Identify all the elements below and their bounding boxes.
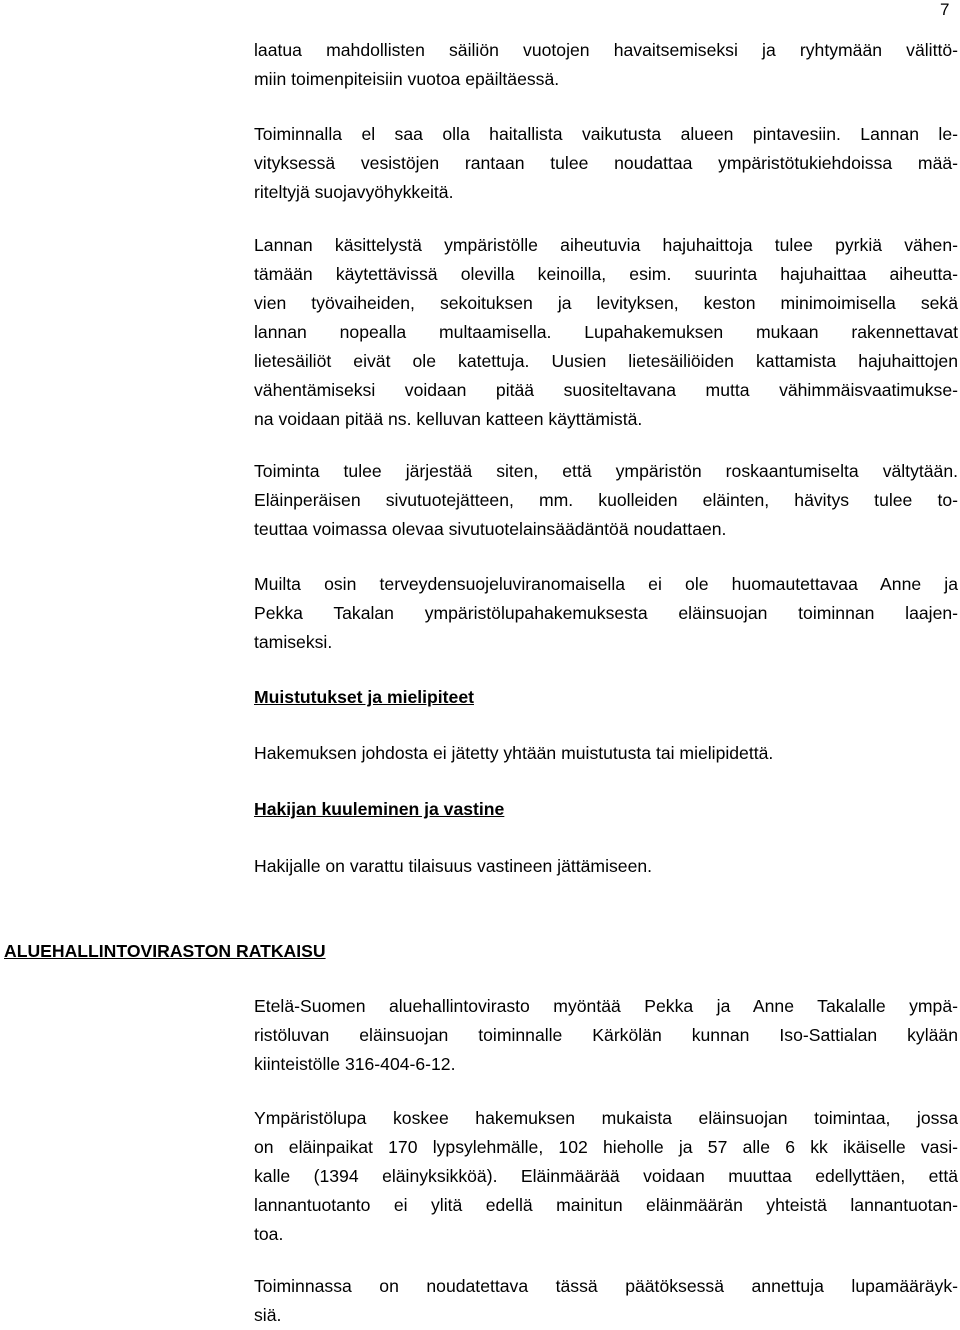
text-line: riteltyjä suojavyöhykkeitä. bbox=[254, 182, 454, 202]
text-line: tamiseksi. bbox=[254, 632, 333, 652]
text-line: Hakijalle on varattu tilaisuus vastineen jättämiseen. bbox=[254, 856, 653, 876]
text-line: Toiminnalla el saa olla haitallista vaikutusta alueen pintavesiin. Lannan le- bbox=[254, 124, 958, 144]
text-line: on eläinpaikat 170 lypsylehmälle, 102 hieholle ja 57 alle 6 kk ikäiselle vasi- bbox=[254, 1137, 958, 1157]
text-line: Etelä-Suomen aluehallintovirasto myöntää Pekka ja Anne Takalalle ympä- bbox=[254, 996, 958, 1016]
text-line: Toiminnassa on noudatettava tässä päätöksessä annettuja lupamääräyk- bbox=[254, 1276, 958, 1296]
text-line: laatua mahdollisten säiliön vuotojen havaitsemiseksi ja ryhtymään välittö- bbox=[254, 40, 958, 60]
text-line: toa. bbox=[254, 1224, 284, 1244]
paragraph-surface-waters bbox=[254, 120, 958, 207]
text-line: Hakemuksen johdosta ei jätetty yhtään muistutusta tai mielipidettä. bbox=[254, 743, 774, 763]
text-line: vien työvaiheiden, sekoituksen ja levityksen, keston minimoimisella sekä bbox=[254, 293, 958, 313]
page-number: 7 bbox=[940, 0, 950, 19]
text-line: Toiminta tulee järjestää siten, että ympäristön roskaantumiselta vältytään. bbox=[254, 461, 958, 481]
paragraph-health-authority bbox=[254, 570, 958, 657]
text-line: miin toimenpiteisiin vuotoa epäiltäessä. bbox=[254, 69, 560, 89]
text-line: Lannan käsittelystä ympäristölle aiheutuvia hajuhaittoja tulee pyrkiä vähen- bbox=[254, 235, 958, 255]
heading-kuuleminen: Hakijan kuuleminen ja vastine bbox=[254, 799, 505, 819]
text-line: ristöluvan eläinsuojan toiminnalle Kärkölän kunnan Iso-Sattialan kylään bbox=[254, 1025, 958, 1045]
text-line: kalle (1394 eläinyksikköä). Eläinmäärää voidaan muuttaa edellyttäen, että bbox=[254, 1166, 958, 1186]
text-line: teuttaa voimassa olevaa sivutuotelainsäädäntöä noudattaen. bbox=[254, 519, 727, 539]
text-line: Muilta osin terveydensuojeluviranomaisella ei ole huomautettavaa Anne ja bbox=[254, 574, 958, 594]
paragraph-littering bbox=[254, 457, 958, 544]
text-line: lannan nopealla multaamisella. Lupahakemuksen mukaan rakennettavat bbox=[254, 322, 958, 342]
text-line: kiinteistölle 316-404-6-12. bbox=[254, 1054, 456, 1074]
paragraph-odour-nuisance bbox=[254, 231, 958, 434]
heading-muistutukset: Muistutukset ja mielipiteet bbox=[254, 687, 474, 707]
paragraph-ratkaisu-compliance bbox=[254, 1272, 958, 1330]
text-line: siä. bbox=[254, 1305, 282, 1325]
paragraph-ratkaisu-grant bbox=[254, 992, 958, 1079]
paragraph-ratkaisu-scope bbox=[254, 1104, 958, 1249]
text-line: tämään käytettävissä olevilla keinoilla, esim. suurinta hajuhaittaa aiheutta- bbox=[254, 264, 958, 284]
text-line: Pekka Takalan ympäristölupahakemuksesta eläinsuojan toiminnan laajen- bbox=[254, 603, 958, 623]
heading-ratkaisu: ALUEHALLINTOVIRASTON RATKAISU bbox=[4, 941, 326, 961]
text-line: na voidaan pitää ns. kelluvan katteen käyttämistä. bbox=[254, 409, 643, 429]
paragraph-muistutukset bbox=[254, 739, 958, 768]
text-line: lietesäiliöt eivät ole katettuja. Uusien lietesäiliöiden kattamista hajuhaittojen bbox=[254, 351, 958, 371]
text-line: Eläinperäisen sivutuotejätteen, mm. kuolleiden eläinten, hävitys tulee to- bbox=[254, 490, 958, 510]
text-line: vähentämiseksi voidaan pitää suositeltavana mutta vähimmäisvaatimukse- bbox=[254, 380, 958, 400]
paragraph-leak-detection bbox=[254, 36, 958, 94]
paragraph-kuuleminen bbox=[254, 852, 958, 881]
text-line: vityksessä vesistöjen rantaan tulee noudattaa ympäristötukiehdoissa mää- bbox=[254, 153, 958, 173]
text-line: lannantuotanto ei ylitä edellä mainitun eläinmäärän yhteistä lannantuotan- bbox=[254, 1195, 958, 1215]
text-line: Ympäristölupa koskee hakemuksen mukaista eläinsuojan toimintaa, jossa bbox=[254, 1108, 958, 1128]
